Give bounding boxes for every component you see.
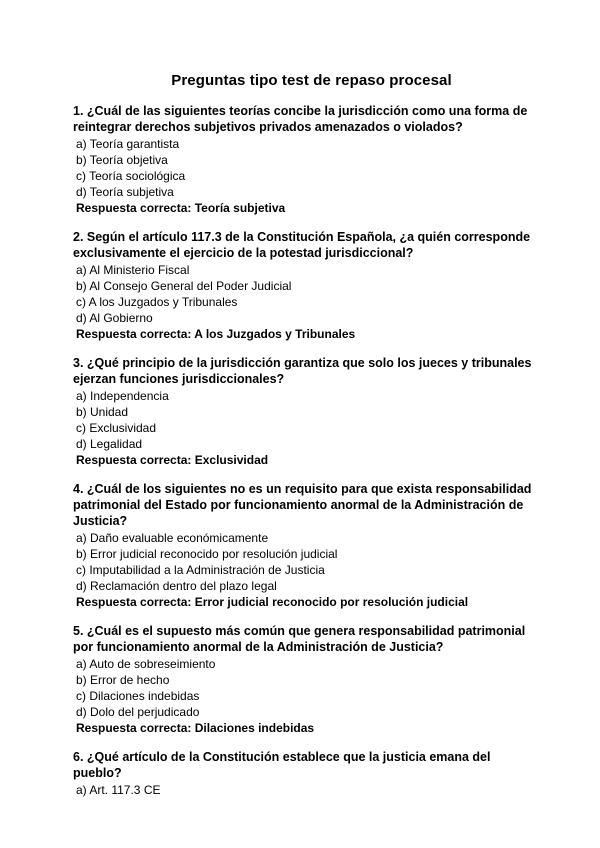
document-title: Preguntas tipo test de repaso procesal [171, 72, 452, 89]
question-1 [73, 103, 540, 216]
option-a: a) Teoría garantista [76, 137, 180, 151]
option-b: b) Teoría objetiva [76, 153, 168, 167]
options-list [73, 136, 540, 200]
question-text: 3. ¿Qué principio de la jurisdicción garantiza que solo los jueces y tribunales ejerzan funciones jurisdiccionales? [73, 356, 532, 386]
option-a: a) Independencia [76, 389, 169, 403]
options-list [73, 530, 540, 594]
option-c: c) Imputabilidad a la Administración de Justicia [76, 563, 325, 577]
question-4 [73, 481, 540, 610]
options-list [73, 388, 540, 452]
option-b: b) Unidad [76, 405, 129, 419]
question-5 [73, 623, 540, 736]
option-a: a) Art. 117.3 CE [76, 783, 161, 797]
option-a: a) Al Ministerio Fiscal [76, 263, 190, 277]
question-2 [73, 229, 540, 342]
question-text: 1. ¿Cuál de las siguientes teorías concibe la jurisdicción como una forma de reintegrar derechos subjetivos privados amenazados o violados? [73, 104, 528, 134]
option-a: a) Auto de sobreseimiento [76, 657, 216, 671]
option-b: b) Error de hecho [76, 673, 170, 687]
question-text: 5. ¿Cuál es el supuesto más común que genera responsabilidad patrimonial por funcionamiento anormal de la Administración de Justicia? [73, 624, 526, 654]
option-c: c) Exclusividad [76, 421, 157, 435]
correct-answer: Respuesta correcta: Exclusividad [76, 453, 269, 467]
correct-answer: Respuesta correcta: A los Juzgados y Tribunales [76, 327, 356, 341]
question-6 [73, 749, 540, 798]
options-list [73, 656, 540, 720]
options-list [73, 782, 540, 798]
option-a: a) Daño evaluable económicamente [76, 531, 269, 545]
correct-answer: Respuesta correcta: Error judicial reconocido por resolución judicial [76, 595, 469, 609]
correct-answer: Respuesta correcta: Dilaciones indebidas [76, 721, 315, 735]
question-3 [73, 355, 540, 468]
option-d: d) Legalidad [76, 437, 143, 451]
option-d: d) Teoría subjetiva [76, 185, 174, 199]
option-c: c) Teoría sociológica [76, 169, 186, 183]
option-c: c) A los Juzgados y Tribunales [76, 295, 238, 309]
option-b: b) Al Consejo General del Poder Judicial [76, 279, 292, 293]
option-d: d) Al Gobierno [76, 311, 153, 325]
question-text: 4. ¿Cuál de los siguientes no es un requisito para que exista responsabilidad patrimonial del Estado por funcionamiento anormal de la Administración de Justicia? [73, 482, 532, 528]
option-b: b) Error judicial reconocido por resolución judicial [76, 547, 338, 561]
question-text: 6. ¿Qué artículo de la Constitución establece que la justicia emana del pueblo? [73, 750, 491, 780]
option-d: d) Reclamación dentro del plazo legal [76, 579, 277, 593]
correct-answer: Respuesta correcta: Teoría subjetiva [76, 201, 286, 215]
option-d: d) Dolo del perjudicado [76, 705, 200, 719]
option-c: c) Dilaciones indebidas [76, 689, 200, 703]
options-list [73, 262, 540, 326]
question-text: 2. Según el artículo 117.3 de la Constitución Española, ¿a quién corresponde exclusivamente el ejercicio de la potestad jurisdiccional? [73, 230, 531, 260]
